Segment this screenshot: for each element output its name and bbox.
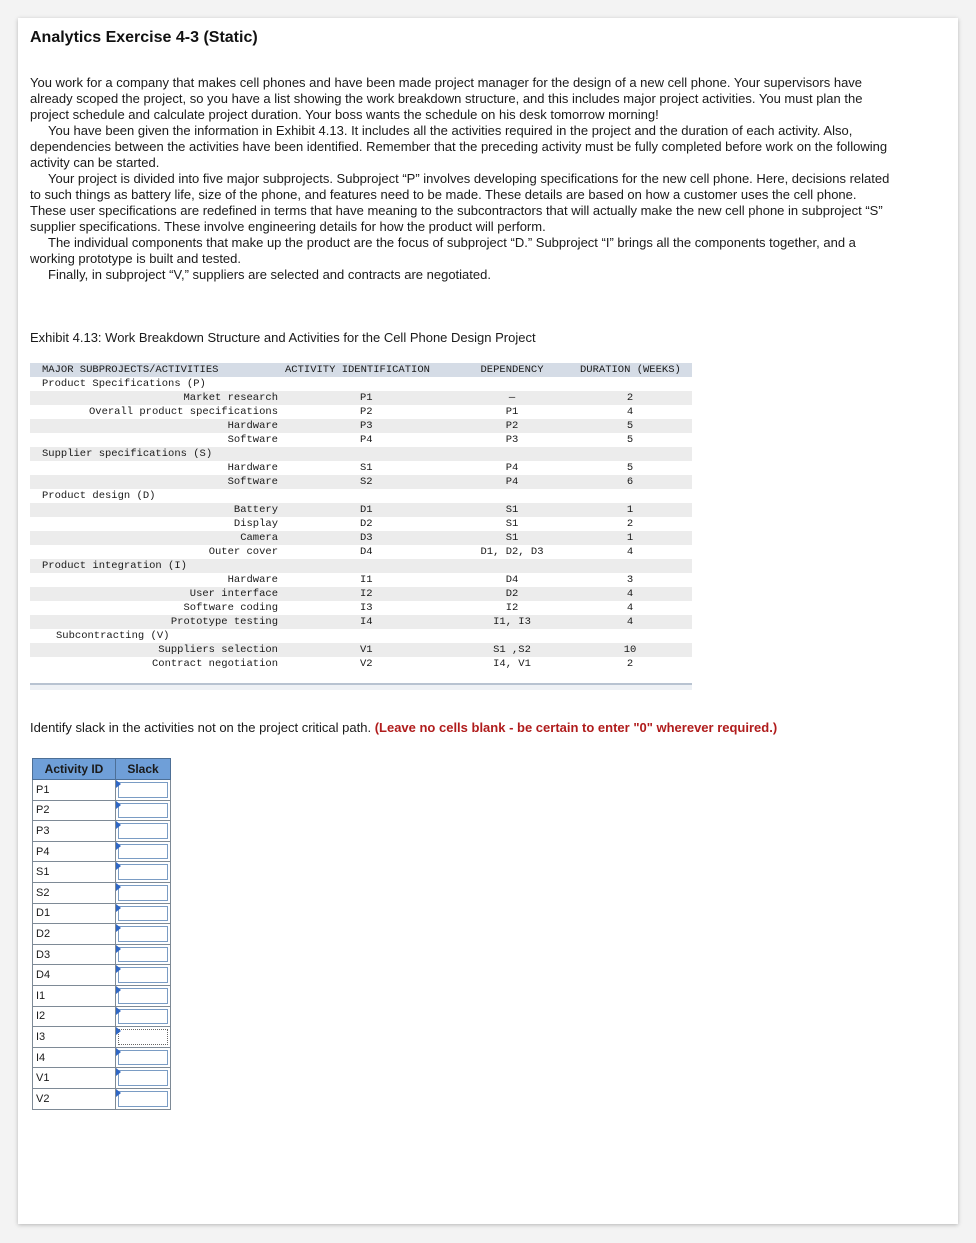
answer-row [33,882,171,903]
slack-input-p1[interactable] [116,780,171,801]
wbs-group-name: Supplier specifications (S) [42,448,213,460]
answer-row [33,821,171,842]
input-marker-icon [116,1089,121,1097]
wbs-activity-name: Hardware [227,462,278,474]
activity-id-cell: I4 [33,1047,116,1068]
wbs-header-duration: DURATION (WEEKS) [580,364,681,376]
wbs-duration: 6 [626,476,634,488]
wbs-activity-name: Outer cover [208,546,278,558]
answer-row [33,965,171,986]
answer-row [33,841,171,862]
answer-row [33,944,171,965]
wbs-activity-name: Suppliers selection [158,644,278,656]
wbs-activity-name: Software [227,434,278,446]
wbs-activity-row [30,405,692,419]
wbs-duration: 5 [626,462,634,474]
wbs-dependency: P2 [505,420,519,432]
activity-id-cell: P4 [33,841,116,862]
wbs-activity-row [30,475,692,489]
wbs-activity-row [30,433,692,447]
wbs-group-name: Subcontracting (V) [56,630,170,642]
wbs-header-dependency: DEPENDENCY [480,364,544,376]
wbs-activity-row [30,657,692,671]
slack-input-d3[interactable] [116,944,171,965]
slack-input-box[interactable] [118,1029,168,1045]
wbs-activity-name: Hardware [227,574,278,586]
wbs-activity-id: V2 [360,658,373,670]
wbs-dependency: P3 [505,434,519,446]
slack-input-v1[interactable] [116,1068,171,1089]
wbs-dependency: I1, I3 [493,616,531,628]
wbs-activity-id: P1 [360,392,373,404]
slack-input-i2[interactable] [116,1006,171,1027]
header-slack: Slack [116,759,171,780]
question-prompt: Identify slack in the activities not on the project critical path. [30,720,372,735]
activity-id-cell: D2 [33,924,116,945]
intro-paragraph: Finally, in subproject “V,” suppliers are selected and contracts are negotiated. [48,267,491,282]
wbs-dependency: S1 [505,504,519,516]
wbs-group-name: Product design (D) [42,490,156,502]
wbs-activity-id: I4 [360,616,373,628]
wbs-group-row [30,377,692,391]
input-marker-icon [116,862,121,870]
wbs-dependency: I2 [505,602,519,614]
wbs-duration: 5 [626,434,634,446]
wbs-dependency: P1 [505,406,519,418]
wbs-activity-id: I2 [360,588,373,600]
wbs-bottom-rule [30,683,692,690]
answer-row [33,780,171,801]
slack-input-box[interactable] [118,864,168,880]
wbs-activity-id: V1 [360,644,373,656]
wbs-activity-id: D4 [360,546,373,558]
input-marker-icon [116,924,121,932]
wbs-activity-name: Software coding [183,602,278,614]
slack-input-i3[interactable] [116,1027,171,1048]
wbs-activity-name: User interface [189,588,278,600]
wbs-activity-row [30,601,692,615]
activity-id-cell: D4 [33,965,116,986]
input-marker-icon [116,801,121,809]
page-title: Analytics Exercise 4-3 (Static) [30,29,258,46]
wbs-activity-name: Software [227,476,278,488]
wbs-dependency: S1 [505,518,519,530]
slack-input-p4[interactable] [116,841,171,862]
slack-input-p2[interactable] [116,800,171,821]
activity-id-cell: S2 [33,882,116,903]
wbs-group-row [30,489,692,503]
input-marker-icon [116,780,121,788]
wbs-dependency: D4 [505,574,519,586]
slack-input-s2[interactable] [116,882,171,903]
wbs-duration: 3 [626,574,634,586]
activity-id-cell: P1 [33,780,116,801]
wbs-duration: 1 [626,504,634,516]
input-marker-icon [116,1027,121,1035]
activity-id-cell: I1 [33,985,116,1006]
wbs-activity-row [30,461,692,475]
wbs-group-name: Product integration (I) [42,560,187,572]
slack-input-box[interactable] [118,906,168,922]
wbs-activity-id: I3 [360,602,373,614]
wbs-activity-id: P2 [360,406,373,418]
question-text [30,720,777,735]
wbs-duration: 2 [626,658,634,670]
wbs-activity-id: D3 [360,532,373,544]
slack-input-box[interactable] [118,782,168,798]
activity-id-cell: I3 [33,1027,116,1048]
wbs-activity-name: Hardware [227,420,278,432]
answer-row [33,1006,171,1027]
wbs-header-id: ACTIVITY IDENTIFICATION [285,364,430,376]
wbs-activity-id: D2 [360,518,373,530]
wbs-dependency: P4 [505,476,519,488]
wbs-duration: 1 [626,532,634,544]
wbs-activity-row [30,419,692,433]
activity-id-cell: D1 [33,903,116,924]
wbs-activity-name: Battery [233,504,278,516]
activity-id-cell: P2 [33,800,116,821]
wbs-activity-row [30,517,692,531]
slack-input-i4[interactable] [116,1047,171,1068]
wbs-activity-name: Overall product specifications [88,406,278,418]
header-activity-id: Activity ID [33,759,116,780]
slack-input-box[interactable] [118,823,168,839]
input-marker-icon [116,821,121,829]
wbs-duration: 2 [626,392,634,404]
wbs-group-row [30,629,692,643]
wbs-activity-name: Market research [183,392,278,404]
wbs-group-name: Product Specifications (P) [42,378,206,390]
wbs-activity-row [30,615,692,629]
wbs-table [30,363,692,690]
wbs-header-activities: MAJOR SUBPROJECTS/ACTIVITIES [42,364,219,376]
intro-paragraph: Your project is divided into five major subprojects. Subproject “P” involves developing specifications for the new cell phone. Here, decisions related to such things as battery life, size of the phone, and features need to be made. These details are based on how a customer uses the cell phone. These user specifications are redefined in terms that have meaning to the subcontractors that will actually make the new cell phone in subproject “S” supplier specifications. These involve engineering details for how the product will perform. [30,171,890,234]
wbs-group-row [30,559,692,573]
intro-text [30,75,890,283]
wbs-activity-row [30,503,692,517]
slack-input-box[interactable] [118,947,168,963]
input-marker-icon [116,842,121,850]
slack-input-i1[interactable] [116,985,171,1006]
slack-input-p3[interactable] [116,821,171,842]
wbs-activity-name: Prototype testing [170,616,278,628]
wbs-activity-name: Display [233,518,278,530]
wbs-dependency: S1 ,S2 [493,644,531,656]
exhibit-caption: Exhibit 4.13: Work Breakdown Structure and Activities for the Cell Phone Design Project [30,330,536,345]
answer-row [33,1088,171,1109]
wbs-duration: 4 [626,616,634,628]
input-marker-icon [116,986,121,994]
wbs-header-row [30,363,692,377]
wbs-duration: 4 [626,406,634,418]
wbs-activity-row [30,391,692,405]
wbs-activity-row [30,587,692,601]
wbs-duration: 4 [626,602,634,614]
wbs-dependency: I4, V1 [493,658,531,670]
input-marker-icon [116,965,121,973]
input-marker-icon [116,945,121,953]
wbs-dependency: D2 [505,588,519,600]
slack-input-box[interactable] [118,844,168,860]
intro-paragraph: You have been given the information in Exhibit 4.13. It includes all the activities required in the project and the duration of each activity. Also, dependencies between the activities have been identified. Remember that the preceding activity must be fully completed before work on the following activity can be started. [30,123,888,170]
wbs-activity-id: S1 [360,462,373,474]
slack-input-box[interactable] [118,1050,168,1066]
activity-id-cell: S1 [33,862,116,883]
wbs-activity-name: Contract negotiation [151,658,278,670]
wbs-dependency: D1, D2, D3 [480,546,544,558]
input-marker-icon [116,1068,121,1076]
answer-row [33,862,171,883]
answer-row [33,1027,171,1048]
wbs-activity-id: P4 [360,434,373,446]
slack-input-box[interactable] [118,926,168,942]
activity-id-cell: V2 [33,1088,116,1109]
slack-input-box[interactable] [118,1009,168,1025]
wbs-activity-row [30,531,692,545]
wbs-duration: 4 [626,546,634,558]
wbs-duration: 10 [623,644,637,656]
wbs-activity-id: I1 [360,574,373,586]
slack-input-v2[interactable] [116,1088,171,1109]
slack-input-d2[interactable] [116,924,171,945]
question-warning: (Leave no cells blank - be certain to enter "0" wherever required.) [374,720,778,735]
input-marker-icon [116,1007,121,1015]
exercise-card [18,18,958,1224]
slack-answer-table [32,758,171,1110]
wbs-duration: 2 [626,518,634,530]
answer-row [33,800,171,821]
wbs-activity-row [30,545,692,559]
wbs-dependency: P4 [505,462,519,474]
wbs-activity-name: Camera [240,532,278,544]
answer-row [33,985,171,1006]
activity-id-cell: P3 [33,821,116,842]
input-marker-icon [116,1048,121,1056]
input-marker-icon [116,904,121,912]
wbs-activity-row [30,573,692,587]
wbs-dependency: — [508,392,516,404]
wbs-activity-id: P3 [360,420,373,432]
wbs-activity-id: D1 [360,504,373,516]
intro-paragraph: The individual components that make up the product are the focus of subproject “D.” Subproject “I” brings all the components together, and a working prototype is built and tested. [30,235,856,266]
answer-row [33,903,171,924]
answer-row [33,924,171,945]
activity-id-cell: D3 [33,944,116,965]
answer-row [33,1047,171,1068]
slack-input-box[interactable] [118,1070,168,1086]
activity-id-cell: I2 [33,1006,116,1027]
slack-input-box[interactable] [118,885,168,901]
slack-input-box[interactable] [118,967,168,983]
activity-id-cell: V1 [33,1068,116,1089]
slack-input-box[interactable] [118,803,168,819]
wbs-group-row [30,447,692,461]
answer-row [33,1068,171,1089]
slack-input-d4[interactable] [116,965,171,986]
wbs-duration: 5 [626,420,634,432]
slack-input-box[interactable] [118,1091,168,1107]
slack-input-d1[interactable] [116,903,171,924]
wbs-activity-row [30,643,692,657]
wbs-activity-id: S2 [360,476,373,488]
slack-input-box[interactable] [118,988,168,1004]
wbs-dependency: S1 [505,532,519,544]
input-marker-icon [116,883,121,891]
wbs-duration: 4 [626,588,634,600]
slack-input-s1[interactable] [116,862,171,883]
intro-paragraph: You work for a company that makes cell phones and have been made project manager for the design of a new cell phone. Your supervisors have already scoped the project, so you have a list showing the work breakdown structure, and this includes major project activities. You must plan the project schedule and calculate project duration. Your boss wants the schedule on his desk tomorrow morning! [30,75,863,122]
